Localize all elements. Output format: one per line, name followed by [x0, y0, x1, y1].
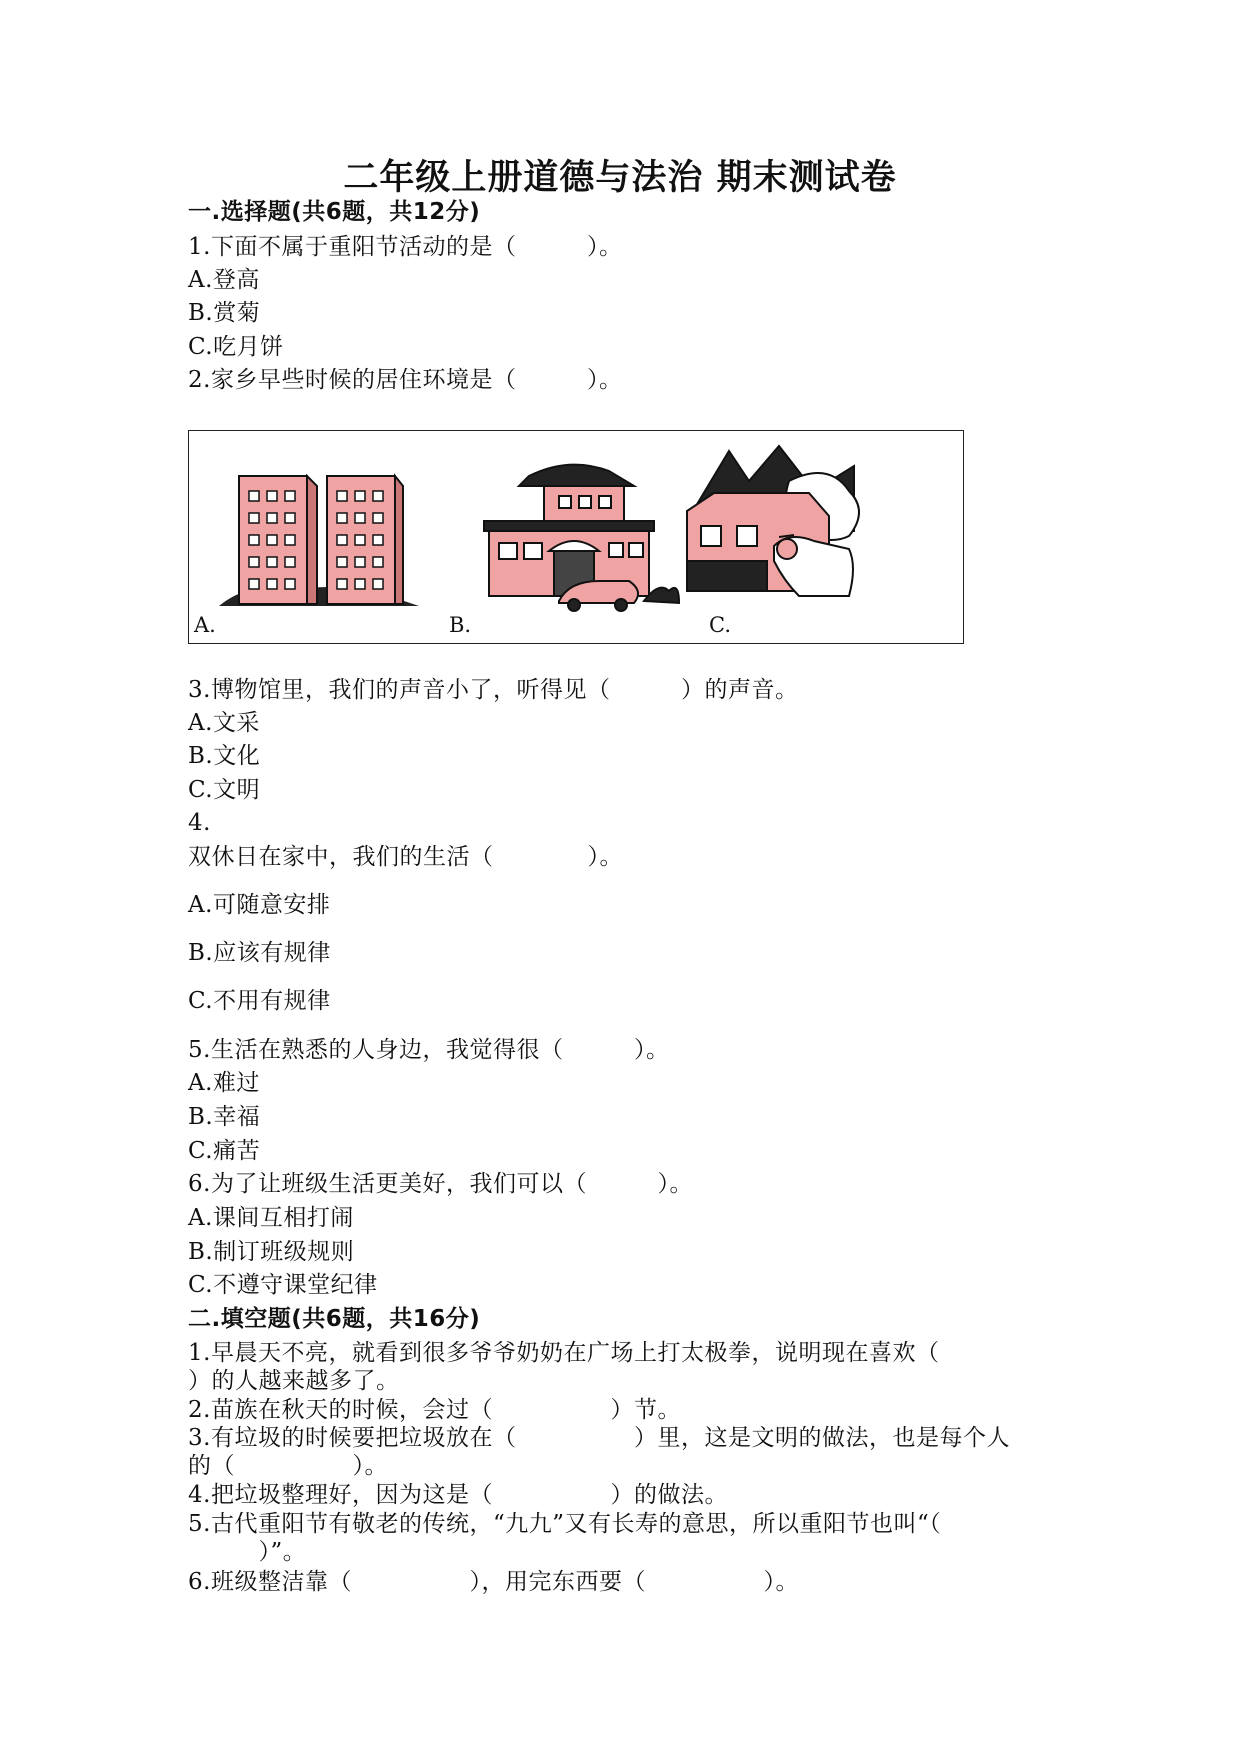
q2-figure-label-c: C. — [709, 613, 731, 637]
fill-q5-line1: 5.古代重阳节有敬老的传统，“九九”又有长寿的意思，所以重阳节也叫“（ — [188, 1511, 942, 1537]
q3-option-b: B.文化 — [188, 743, 261, 769]
q5-option-a: A.难过 — [188, 1070, 260, 1096]
fill-q1-line1: 1.早晨天不亮，就看到很多爷爷奶奶在广场上打太极拳，说明现在喜欢（ — [188, 1340, 940, 1366]
q4-option-b: B.应该有规律 — [188, 940, 331, 966]
q4-option-c: C.不用有规律 — [188, 988, 331, 1014]
page-title: 二年级上册道德与法治 期末测试卷 — [343, 158, 897, 198]
q6-option-c: C.不遵守课堂纪律 — [188, 1272, 378, 1298]
q1-option-a: A.登高 — [188, 267, 260, 293]
fill-q1-line2: ）的人越来越多了。 — [188, 1368, 400, 1394]
q1-option-c: C.吃月饼 — [188, 334, 284, 360]
fill-q4: 4.把垃圾整理好，因为这是（ ）的做法。 — [188, 1482, 728, 1508]
q6-option-b: B.制订班级规则 — [188, 1239, 355, 1265]
fill-q6: 6.班级整洁靠（ ），用完东西要（ ）。 — [188, 1569, 799, 1595]
q2-figure-label-b: B. — [449, 613, 472, 637]
section2-heading: 二.填空题(共6题，共16分) — [188, 1306, 481, 1332]
q2-figure-label-a: A. — [194, 613, 216, 637]
q3-stem: 3.博物馆里，我们的声音小了，听得见（ ）的声音。 — [188, 677, 799, 703]
villa-illustration — [484, 465, 679, 611]
q2-stem: 2.家乡早些时候的居住环境是（ ）。 — [188, 367, 623, 393]
q5-option-b: B.幸福 — [188, 1104, 261, 1130]
fill-q3-line1: 3.有垃圾的时候要把垃圾放在（ ）里，这是文明的做法，也是每个人 — [188, 1425, 1010, 1451]
q5-stem: 5.生活在熟悉的人身边，我觉得很（ ）。 — [188, 1037, 670, 1063]
q4-option-a: A.可随意安排 — [188, 892, 331, 918]
fill-q5-line2: ）”。 — [188, 1539, 307, 1565]
section1-heading: 一.选择题(共6题，共12分) — [188, 199, 481, 225]
q1-option-b: B.赏菊 — [188, 300, 261, 326]
q3-option-a: A.文采 — [188, 710, 260, 736]
q4-stem: 双休日在家中，我们的生活（ ）。 — [188, 844, 623, 870]
q5-option-c: C.痛苦 — [188, 1138, 261, 1164]
q6-option-a: A.课间互相打闹 — [188, 1205, 354, 1231]
q6-stem: 6.为了让班级生活更美好，我们可以（ ）。 — [188, 1171, 693, 1197]
q1-stem: 1.下面不属于重阳节活动的是（ ）。 — [188, 234, 623, 260]
q2-figure — [188, 430, 964, 644]
countryside-illustration — [687, 446, 859, 596]
fill-q3-line2: 的（ ）。 — [188, 1453, 388, 1479]
q3-option-c: C.文明 — [188, 777, 261, 803]
q4-number: 4. — [188, 810, 211, 836]
fill-q2: 2.苗族在秋天的时候，会过（ ）节。 — [188, 1397, 681, 1423]
q2-figure-drawing — [189, 431, 965, 645]
